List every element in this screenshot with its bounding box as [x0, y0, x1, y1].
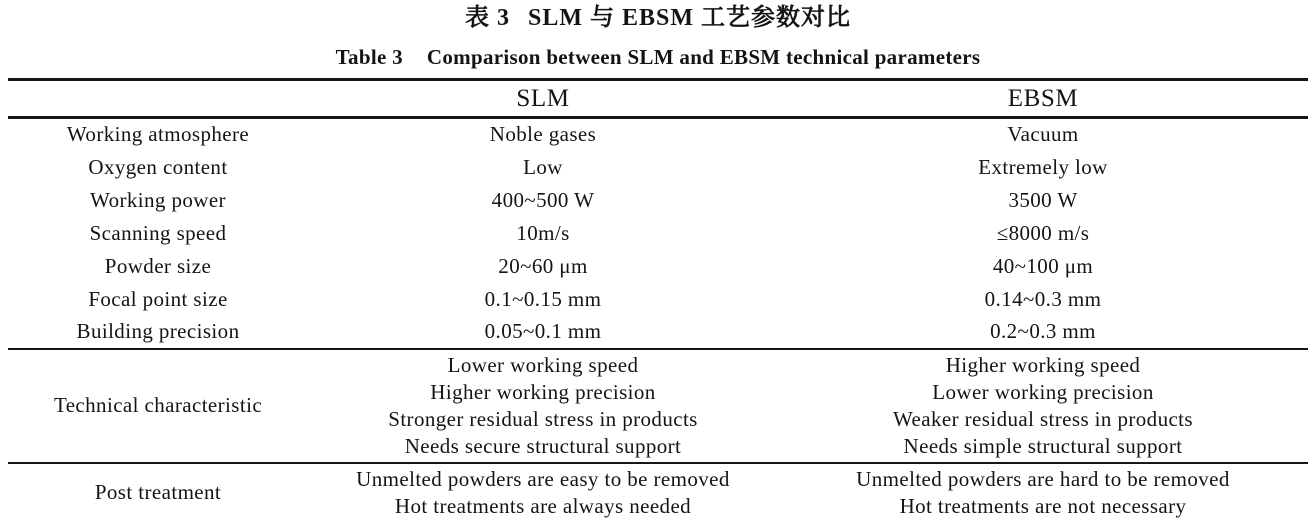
- table-caption-en: Comparison between SLM and EBSM technical parameters: [426, 45, 981, 69]
- ebsm-value: 40~100 μm: [992, 253, 1094, 278]
- slm-value: 0.05~0.1 mm: [484, 319, 602, 343]
- ebsm-value: 3500 W: [1008, 187, 1078, 212]
- table-row-focal-point-size: [8, 283, 1308, 316]
- slm-value-list: [308, 349, 778, 463]
- slm-line: Hot treatments are always needed: [394, 493, 692, 518]
- header-ebsm: EBSM: [1007, 84, 1079, 112]
- table-row-building-precision: [8, 316, 1308, 349]
- row-label: Post treatment: [94, 480, 222, 504]
- slm-value-list: [308, 463, 778, 522]
- slm-line: Higher working precision: [430, 379, 656, 404]
- row-label: Scanning speed: [89, 220, 227, 245]
- row-label: Oxygen content: [88, 154, 228, 179]
- ebsm-value: 0.14~0.3 mm: [984, 286, 1102, 311]
- slm-line: Stronger residual stress in products: [388, 406, 698, 431]
- ebsm-line: Needs simple structural support: [903, 433, 1183, 458]
- ebsm-value: Vacuum: [1007, 122, 1079, 147]
- table-number-en: Table 3: [335, 45, 403, 69]
- ebsm-line: Hot treatments are not necessary: [899, 493, 1187, 518]
- slm-value: Low: [523, 154, 563, 179]
- table-row-working-atmosphere: [8, 118, 1308, 151]
- ebsm-line: Weaker residual stress in products: [893, 406, 1193, 431]
- ebsm-line: Higher working speed: [945, 352, 1141, 377]
- slm-line: Lower working speed: [447, 352, 639, 377]
- slm-value: 10m/s: [516, 220, 570, 245]
- row-label: Working atmosphere: [66, 122, 250, 147]
- table-row-technical-characteristic: [8, 349, 1308, 463]
- table-row-post-treatment: [8, 463, 1308, 522]
- header-empty-cell: [8, 80, 308, 118]
- row-label: Powder size: [104, 253, 212, 278]
- ebsm-line: Lower working precision: [932, 379, 1154, 404]
- ebsm-value: 0.2~0.3 mm: [990, 319, 1096, 343]
- row-label: Focal point size: [88, 286, 228, 311]
- header-row: [8, 80, 1308, 118]
- slm-value: 400~500 W: [491, 187, 595, 212]
- table-title-chinese: [0, 0, 1316, 33]
- ebsm-value-list: [778, 349, 1308, 463]
- row-label: Working power: [90, 187, 226, 212]
- table-row-working-power: [8, 184, 1308, 217]
- table-title-english: [0, 44, 1316, 70]
- ebsm-value: Extremely low: [978, 154, 1108, 179]
- table-caption-zh: SLM 与 EBSM 工艺参数对比: [527, 5, 852, 31]
- comparison-table: [8, 78, 1308, 522]
- ebsm-value-list: [778, 463, 1308, 522]
- slm-line: Needs secure structural support: [404, 433, 682, 458]
- slm-value: Noble gases: [489, 122, 597, 147]
- table-number-zh: 表 3: [464, 5, 510, 31]
- row-label: Technical characteristic: [53, 393, 263, 417]
- row-label: Building precision: [76, 319, 240, 343]
- ebsm-value: ≤8000 m/s: [996, 220, 1090, 245]
- slm-line: Unmelted powders are easy to be removed: [356, 466, 730, 491]
- slm-value: 20~60 μm: [498, 253, 588, 278]
- table-row-powder-size: [8, 250, 1308, 283]
- header-slm: SLM: [516, 84, 570, 112]
- ebsm-line: Unmelted powders are hard to be removed: [856, 466, 1230, 491]
- table-row-oxygen-content: [8, 151, 1308, 184]
- slm-value: 0.1~0.15 mm: [484, 286, 602, 311]
- table-row-scanning-speed: [8, 217, 1308, 250]
